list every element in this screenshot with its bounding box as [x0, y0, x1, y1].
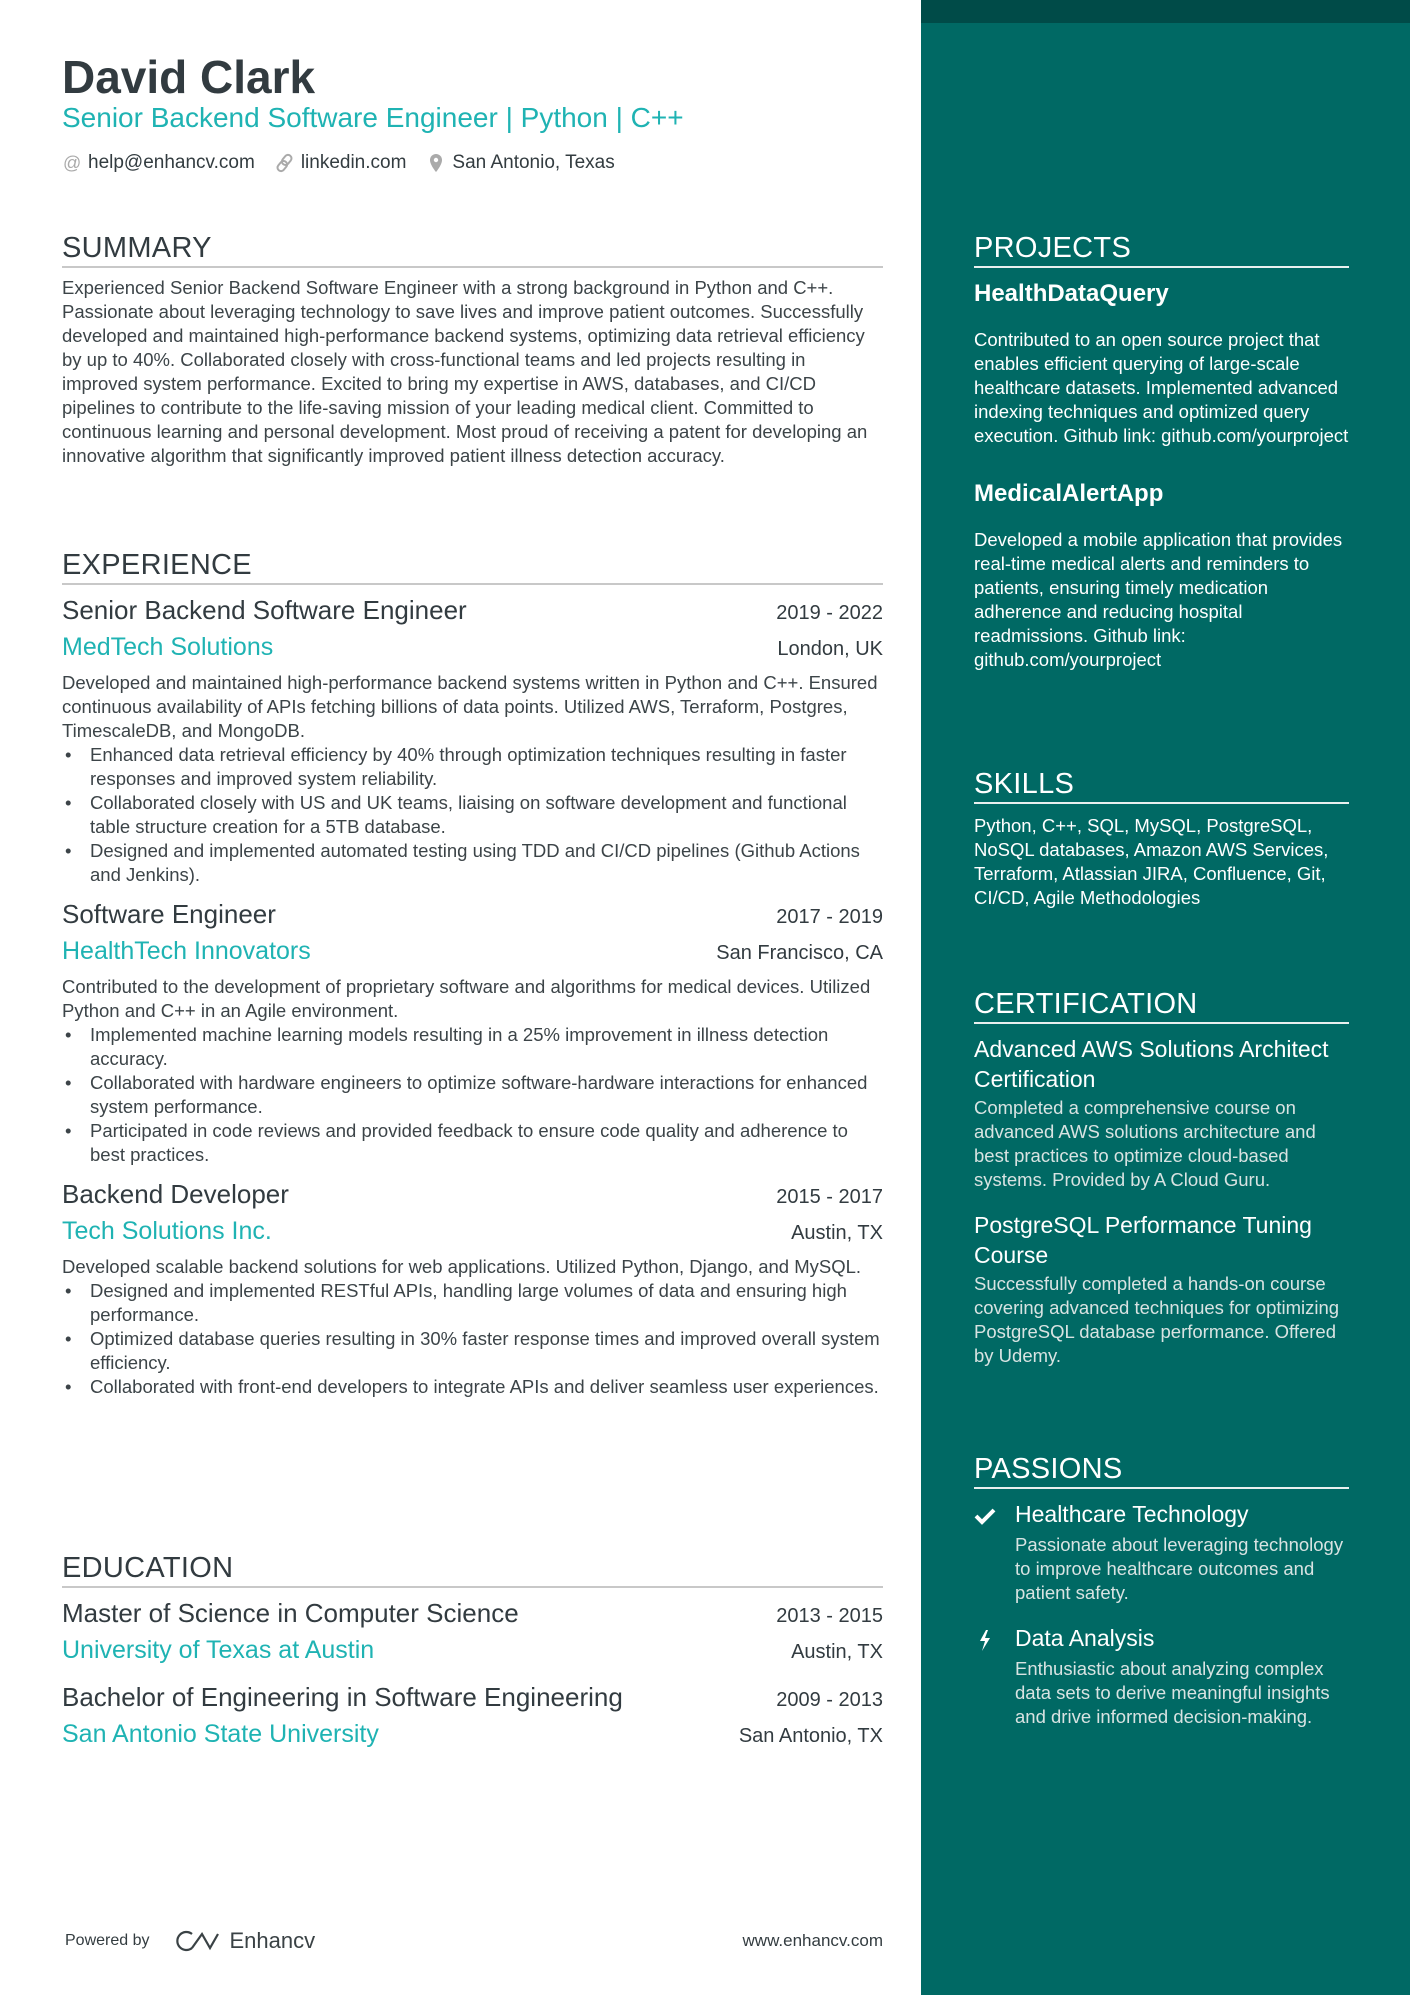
sidebar-top-band	[921, 0, 1410, 23]
job-entry	[62, 593, 883, 887]
enhancv-logo[interactable]	[176, 1928, 316, 1954]
job-bullets	[62, 1279, 883, 1399]
job-dates: 2019 - 2022	[776, 602, 883, 624]
sidebar	[921, 0, 1410, 1995]
degree: Master of Science in Computer Science	[62, 1598, 519, 1628]
linkedin-text: linkedin.com	[300, 152, 407, 173]
job-company: Tech Solutions Inc.	[62, 1217, 272, 1245]
job-bullet: • Participated in code reviews and provided feedback to ensure code quality and adherence to best practices.	[62, 1119, 883, 1167]
job-bullet: • Collaborated with hardware engineers to optimize software-hardware interactions for enhanced system performance.	[62, 1071, 883, 1119]
job-company: HealthTech Innovators	[62, 937, 311, 965]
job-bullet: • Collaborated with front-end developers to integrate APIs and deliver seamless user experiences.	[62, 1375, 883, 1399]
education-dates: 2009 - 2013	[776, 1689, 883, 1711]
certification-heading: CERTIFICATION	[974, 984, 1349, 1024]
passion-entry	[974, 1499, 1349, 1605]
email-text: help@enhancv.com	[88, 152, 255, 173]
certification-description: Successfully completed a hands-on course covering advanced techniques for optimizing PostgreSQL database performance. Offered by Udemy.	[974, 1273, 1340, 1366]
project-description: Developed a mobile application that provides real-time medical alerts and reminders to patients, ensuring timely medication adherence and reducing hospital readmissions. Github link: github.com/yourproject	[974, 529, 1343, 670]
passion-title: Healthcare Technology	[1015, 1501, 1249, 1527]
education-heading: EDUCATION	[62, 1548, 883, 1588]
lightning-icon	[974, 1629, 996, 1651]
job-location: Austin, TX	[791, 1222, 883, 1244]
project-entry	[974, 278, 1349, 448]
education-section	[62, 1548, 883, 1764]
projects-heading: PROJECTS	[974, 228, 1349, 268]
link-icon	[275, 153, 295, 173]
job-bullets	[62, 1023, 883, 1167]
school: University of Texas at Austin	[62, 1636, 375, 1664]
job-title: Software Engineer	[62, 899, 276, 929]
education-location: San Antonio, TX	[738, 1725, 883, 1747]
certification-entry	[974, 1034, 1349, 1192]
job-description: Contributed to the development of proprietary software and algorithms for medical devices. Utilized Python and C++ in an Agile environment.	[62, 976, 871, 1021]
candidate-title: Senior Backend Software Engineer | Python | C++	[62, 102, 684, 133]
job-dates: 2017 - 2019	[776, 906, 883, 928]
skills-heading: SKILLS	[974, 764, 1349, 804]
experience-heading: EXPERIENCE	[62, 545, 883, 585]
job-bullet: • Designed and implemented RESTful APIs, handling large volumes of data and ensuring high performance.	[62, 1279, 883, 1327]
education-dates: 2013 - 2015	[776, 1605, 883, 1627]
passion-title: Data Analysis	[1015, 1625, 1155, 1651]
job-description: Developed and maintained high-performance backend systems written in Python and C++. Ensured continuous availability of APIs fetching billions of data points. Utilized AWS, Terraform, Postgres, TimescaleDB, and MongoDB.	[62, 672, 878, 741]
education-entry	[62, 1596, 883, 1670]
location-pin-icon	[426, 153, 446, 173]
location-text: San Antonio, Texas	[452, 152, 615, 173]
skills-section	[974, 764, 1349, 910]
job-bullets	[62, 743, 883, 887]
job-bullet: • Collaborated closely with US and UK teams, liaising on software development and functional table structure creation for a 5TB database.	[62, 791, 883, 839]
check-icon	[974, 1505, 996, 1527]
job-description: Developed scalable backend solutions for web applications. Utilized Python, Django, and MySQL.	[62, 1256, 862, 1277]
contact-location	[426, 152, 614, 174]
enhancv-logo-icon	[176, 1928, 222, 1954]
powered-by-label: Powered by	[65, 1932, 150, 1949]
certification-description: Completed a comprehensive course on advanced AWS solutions architecture and best practices to optimize cloud-based systems. Provided by A Cloud Guru.	[974, 1097, 1316, 1190]
projects-section	[974, 228, 1349, 702]
job-company: MedTech Solutions	[62, 633, 274, 661]
contact-info	[62, 152, 615, 174]
school: San Antonio State University	[62, 1720, 379, 1748]
job-dates: 2015 - 2017	[776, 1186, 883, 1208]
skills-text: Python, C++, SQL, MySQL, PostgreSQL, NoSQL databases, Amazon AWS Services, Terraform, Atlassian JIRA, Confluence, Git, CI/CD, Agile Methodologies	[974, 815, 1329, 908]
job-location: London, UK	[777, 638, 883, 660]
project-entry	[974, 478, 1349, 672]
passion-description: Passionate about leveraging technology to improve healthcare outcomes and patient safety.	[1015, 1534, 1344, 1603]
job-bullet: • Designed and implemented automated testing using TDD and CI/CD pipelines (Github Actions and Jenkins).	[62, 839, 883, 887]
passions-section	[974, 1449, 1349, 1747]
job-bullet: • Implemented machine learning models resulting in a 25% improvement in illness detection accuracy.	[62, 1023, 883, 1071]
job-entry	[62, 1177, 883, 1399]
education-location: Austin, TX	[791, 1641, 883, 1663]
job-entry	[62, 897, 883, 1167]
passion-description: Enthusiastic about analyzing complex data sets to derive meaningful insights and drive informed decision-making.	[1015, 1658, 1330, 1727]
project-title: HealthDataQuery	[974, 280, 1169, 307]
passion-entry	[974, 1623, 1349, 1729]
summary-heading: SUMMARY	[62, 228, 883, 268]
at-icon	[62, 153, 82, 173]
summary-text: Experienced Senior Backend Software Engineer with a strong background in Python and C++. Passionate about leveraging technology to save lives and improve patient outcomes. Successfully developed and maintained high-performance backend systems, optimizing data retrieval efficiency by up to 40%. Collaborated closely with cross-functional teams and led projects resulting in improved system performance. Excited to bring my expertise in AWS, databases, and CI/CD pipelines to contribute to the life-saving mission of your leading medical client. Committed to continuous learning and personal development. Most proud of receiving a patent for developing an innovative algorithm that significantly improved patient illness detection accuracy.	[62, 277, 868, 466]
contact-email[interactable]	[62, 152, 255, 174]
project-title: MedicalAlertApp	[974, 480, 1164, 507]
enhancv-brand: Enhancv	[229, 1928, 316, 1953]
footer-url[interactable]: www.enhancv.com	[742, 1931, 883, 1950]
candidate-name: David Clark	[62, 51, 316, 103]
degree: Bachelor of Engineering in Software Engineering	[62, 1682, 623, 1712]
job-location: San Francisco, CA	[716, 942, 883, 964]
job-title: Senior Backend Software Engineer	[62, 595, 467, 625]
job-bullet: • Optimized database queries resulting in 30% faster response times and improved overall system efficiency.	[62, 1327, 883, 1375]
certification-title: PostgreSQL Performance Tuning Course	[974, 1212, 1312, 1268]
summary-section	[62, 228, 883, 468]
experience-section	[62, 545, 883, 1409]
certification-section	[974, 984, 1349, 1386]
passions-heading: PASSIONS	[974, 1449, 1349, 1489]
svg-text:@: @	[63, 153, 82, 173]
contact-linkedin[interactable]	[275, 152, 407, 174]
education-entry	[62, 1680, 883, 1754]
project-description: Contributed to an open source project that enables efficient querying of large-scale healthcare datasets. Implemented advanced indexing techniques and optimized query execution. Github link: github.com/yourproject	[974, 329, 1349, 446]
certification-title: Advanced AWS Solutions Architect Certification	[974, 1036, 1329, 1092]
job-title: Backend Developer	[62, 1179, 289, 1209]
footer	[65, 1928, 883, 1954]
certification-entry	[974, 1210, 1349, 1368]
job-bullet: • Enhanced data retrieval efficiency by 40% through optimization techniques resulting in faster responses and improved system reliability.	[62, 743, 883, 791]
